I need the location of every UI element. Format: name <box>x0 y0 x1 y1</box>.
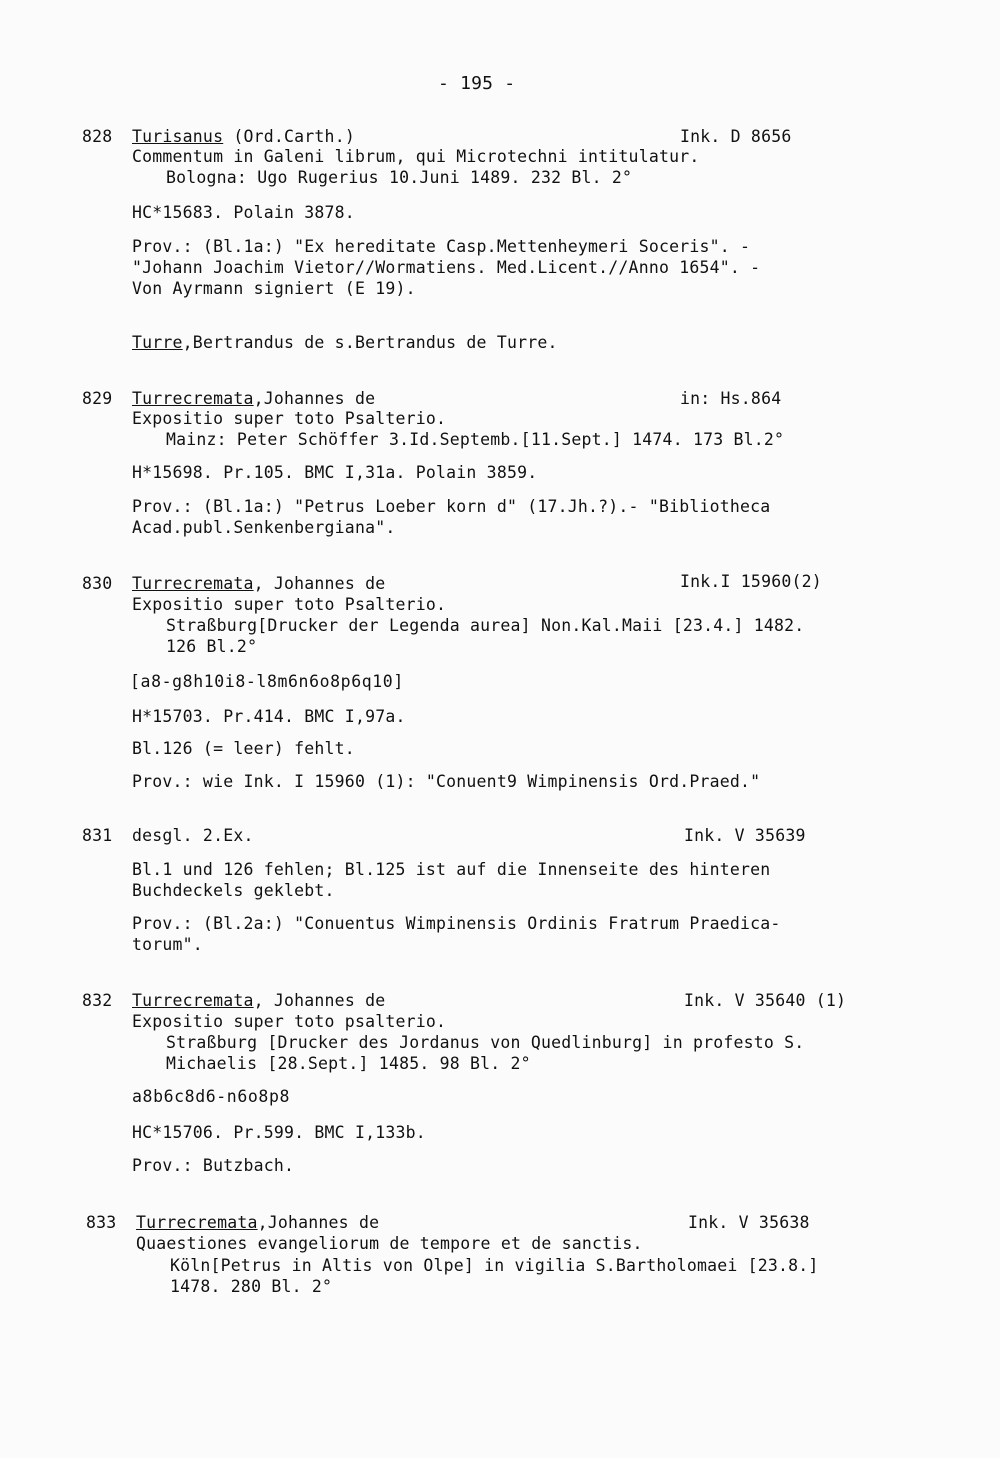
entry-831-provenance-2: torum". <box>132 935 203 954</box>
entry-833-imprint-1: Köln[Petrus in Altis von Olpe] in vigilia S.Bartholomaei [23.8.] <box>170 1256 819 1275</box>
entry-832-shelfmark: Ink. V 35640 (1) <box>684 991 847 1010</box>
entry-833-author-rest: ,Johannes de <box>257 1213 380 1232</box>
entry-832-imprint-1: Straßburg [Drucker des Jordanus von Quedlinburg] in profesto S. <box>166 1033 805 1052</box>
entry-828-provenance-2: "Johann Joachim Vietor//Wormatiens. Med.Licent.//Anno 1654". - <box>132 258 761 277</box>
entry-833-imprint-2: 1478. 280 Bl. 2° <box>170 1277 333 1296</box>
entry-829-author: Turrecremata <box>132 389 254 408</box>
entry-828-number: 828 <box>82 127 113 146</box>
entry-831-provenance-1: Prov.: (Bl.2a:) "Conuentus Wimpinensis Ordinis Fratrum Praedica- <box>132 914 781 933</box>
entry-830-collation: 126 Bl.2° <box>166 637 258 656</box>
entry-828-title: Commentum in Galeni librum, qui Microtechni intitulatur. <box>132 147 700 166</box>
entry-829-imprint: Mainz: Peter Schöffer 3.Id.Septemb.[11.Sept.] 1474. 173 Bl.2° <box>166 430 785 449</box>
entry-829-number: 829 <box>82 389 113 408</box>
entry-831-note-2: Buchdeckels geklebt. <box>132 881 335 900</box>
entry-833-author: Turrecremata <box>136 1213 258 1232</box>
entry-830-references: H*15703. Pr.414. BMC I,97a. <box>132 707 406 726</box>
entry-828-provenance-3: Von Ayrmann signiert (E 19). <box>132 279 416 298</box>
entry-832-provenance: Prov.: Butzbach. <box>132 1156 295 1175</box>
cross-reference-turre <box>132 333 558 353</box>
entry-830-note: Bl.126 (= leer) fehlt. <box>132 739 355 758</box>
entry-829-provenance-2: Acad.publ.Senkenbergiana". <box>132 518 396 537</box>
entry-833-shelfmark: Ink. V 35638 <box>688 1213 810 1232</box>
entry-832-author: Turrecremata <box>132 991 254 1010</box>
entry-829-title: Expositio super toto Psalterio. <box>132 409 447 428</box>
page-number: - 195 - <box>438 73 516 94</box>
entry-832-author-rest: , Johannes de <box>253 991 386 1010</box>
entry-831-number: 831 <box>82 826 113 845</box>
entry-831-title: desgl. 2.Ex. <box>132 826 254 845</box>
entry-828-author-rest: (Ord.Carth.) <box>223 127 355 146</box>
entry-830-number: 830 <box>82 574 113 593</box>
entry-829-heading <box>132 389 375 409</box>
entry-833-number: 833 <box>86 1213 117 1232</box>
entry-833-heading <box>136 1213 379 1233</box>
entry-830-signatures: [a8-g8h10i8-l8m6n6o8p6q10] <box>130 672 404 691</box>
cross-reference-text: ,Bertrandus de s.Bertrandus de Turre. <box>182 333 558 352</box>
entry-832-title: Expositio super toto psalterio. <box>132 1012 447 1031</box>
entry-830-imprint: Straßburg[Drucker der Legenda aurea] Non.Kal.Maii [23.4.] 1482. <box>166 616 805 635</box>
entry-828-author: Turisanus <box>132 127 224 146</box>
entry-830-heading <box>132 574 385 594</box>
entry-830-provenance: Prov.: wie Ink. I 15960 (1): "Conuent9 Wimpinensis Ord.Praed." <box>132 772 761 791</box>
entry-832-signatures: a8b6c8d6-n6o8p8 <box>132 1087 291 1106</box>
entry-831-shelfmark: Ink. V 35639 <box>684 826 806 845</box>
entry-828-shelfmark: Ink. D 8656 <box>680 127 792 146</box>
entry-832-number: 832 <box>82 991 113 1010</box>
entry-829-references: H*15698. Pr.105. BMC I,31a. Polain 3859. <box>132 463 538 482</box>
entry-828-references: HC*15683. Polain 3878. <box>132 203 355 222</box>
entry-830-author: Turrecremata <box>132 574 254 593</box>
entry-832-heading <box>132 991 385 1011</box>
entry-828-heading <box>132 127 355 147</box>
entry-830-author-rest: , Johannes de <box>253 574 386 593</box>
entry-830-title: Expositio super toto Psalterio. <box>132 595 447 614</box>
entry-832-imprint-2: Michaelis [28.Sept.] 1485. 98 Bl. 2° <box>166 1054 531 1073</box>
entry-830-shelfmark: Ink.I 15960(2) <box>680 572 822 591</box>
entry-829-shelfmark: in: Hs.864 <box>680 389 782 408</box>
entry-833-title: Quaestiones evangeliorum de tempore et de sanctis. <box>136 1234 643 1253</box>
cross-reference-author: Turre <box>132 333 183 352</box>
entry-832-references: HC*15706. Pr.599. BMC I,133b. <box>132 1123 426 1142</box>
entry-829-author-rest: ,Johannes de <box>253 389 376 408</box>
entry-828-imprint: Bologna: Ugo Rugerius 10.Juni 1489. 232 Bl. 2° <box>166 168 633 187</box>
entry-829-provenance-1: Prov.: (Bl.1a:) "Petrus Loeber korn d" (17.Jh.?).- "Bibliotheca <box>132 497 771 516</box>
entry-828-provenance-1: Prov.: (Bl.1a:) "Ex hereditate Casp.Mettenheymeri Soceris". - <box>132 237 751 256</box>
entry-831-note-1: Bl.1 und 126 fehlen; Bl.125 ist auf die Innenseite des hinteren <box>132 860 771 879</box>
